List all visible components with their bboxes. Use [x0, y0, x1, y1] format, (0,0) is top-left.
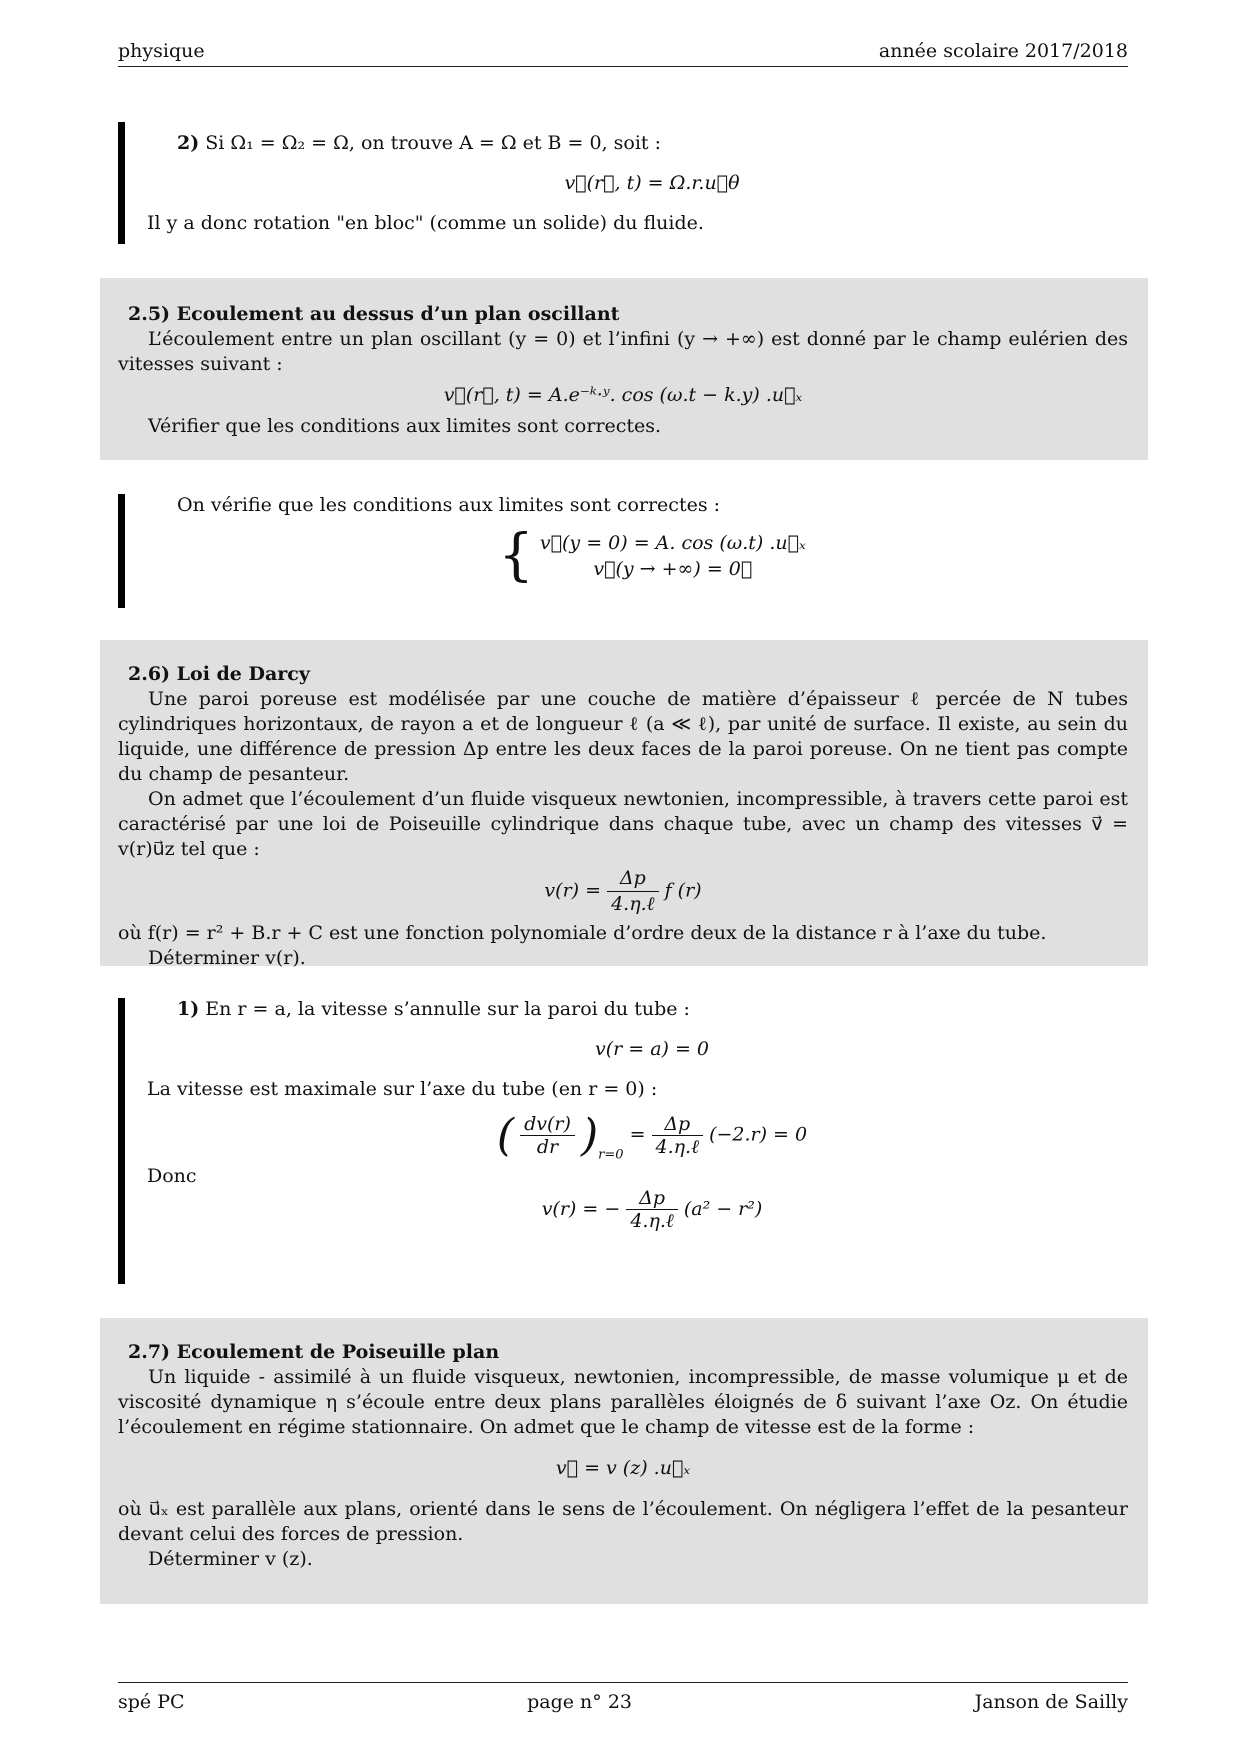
page-footer: [118, 1682, 1128, 1713]
fraction-denominator: 4.η.ℓ: [630, 1209, 674, 1232]
item-number: 2): [177, 132, 200, 154]
exercise-title: 2.7) Ecoulement de Poiseuille plan: [128, 1341, 500, 1363]
fraction-denominator: 4.η.ℓ: [655, 1135, 700, 1158]
fraction: [607, 866, 658, 917]
fraction: [652, 1113, 703, 1159]
footer-school: Janson de Sailly: [974, 1691, 1128, 1713]
equation-system: [147, 523, 1157, 588]
exercise-text: On admet que l’écoulement d’un fluide visqueux newtonien, incompressible, à travers cette paroi est caractérisé par une loi de Poiseuille cylindrique dans chaque tube, avec un champ des vitesses v⃗ = v(r)u⃗z tel que :: [118, 788, 1128, 860]
fraction-numerator: Δp: [607, 866, 658, 892]
exercise-title: 2.6) Loi de Darcy: [128, 663, 310, 685]
fraction: [520, 1113, 575, 1158]
exercise-2-6: [100, 640, 1148, 969]
equation: v(r = a) = 0: [594, 1038, 710, 1060]
fraction-numerator: Δp: [652, 1113, 703, 1136]
header-subject: physique: [118, 40, 205, 62]
fraction-numerator: dv(r): [520, 1113, 575, 1136]
exercise-question: Vérifier que les conditions aux limites sont correctes.: [148, 415, 662, 437]
equation: v⃗(r⃗, t) = A.e⁻ᵏ·ʸ. cos (ω.t − k.y) .u⃗ₓ: [443, 384, 803, 406]
exercise-text: Une paroi poreuse est modélisée par une couche de matière d’épaisseur ℓ percée de N tubes cylindriques horizontaux, de rayon a et de longueur ℓ (a ≪ ℓ), par unité de surface. Il existe, au sein du liquide, une différence de pression Δp entre les deux faces de la paroi poreuse. On ne tient pas compte du champ de pesanteur.: [118, 688, 1128, 785]
eq-rhs: (−2.r) = 0: [709, 1123, 808, 1146]
equation: v⃗(y = 0) = A. cos (ω.t) .u⃗ₓ: [539, 532, 806, 554]
answer-block-rotation: [118, 122, 1157, 244]
answer-text: Donc: [147, 1164, 197, 1187]
fraction-denominator: 4.η.ℓ: [611, 893, 655, 915]
eq-rhs: (a² − r²): [683, 1197, 763, 1220]
exercise-text: Un liquide - assimilé à un fluide visqueux, newtonien, incompressible, de masse volumique μ et de viscosité dynamique η s’écoule entre deux plans parallèles éloignés de δ suivant l’axe Oz. On étudie l’écoulement en régime stationnaire. On admet que le champ de vitesse est de la forme :: [118, 1366, 1128, 1438]
answer-text: Si Ω₁ = Ω₂ = Ω, on trouve A = Ω et B = 0, soit :: [205, 132, 661, 154]
answer-text: En r = a, la vitesse s’annulle sur la paroi du tube :: [205, 998, 690, 1020]
paren-open: (: [496, 1110, 515, 1161]
conclusion: Il y a donc rotation "en bloc" (comme un solide) du fluide.: [147, 212, 704, 234]
subscript: r=0: [598, 1147, 624, 1163]
brace-symbol: {: [498, 523, 534, 588]
answer-block-boundary: [118, 494, 1157, 608]
fraction-numerator: Δp: [626, 1187, 677, 1210]
item-number: 1): [177, 998, 200, 1020]
equation: v⃗ = v (z) .u⃗ₓ: [555, 1457, 691, 1479]
exercise-text: où u⃗ₓ est parallèle aux plans, orienté dans le sens de l’écoulement. On négligera l’effet de la pesanteur devant celui des forces de pression.: [118, 1498, 1128, 1545]
answer-line: [177, 132, 1157, 154]
paren-close: ): [580, 1110, 599, 1161]
page-number: page n° 23: [527, 1691, 632, 1713]
answer-block-darcy: [118, 998, 1157, 1284]
answer-line: [177, 998, 1157, 1020]
eq-lhs: v(r) = −: [541, 1197, 621, 1220]
answer-text: La vitesse est maximale sur l’axe du tube (en r = 0) :: [147, 1078, 658, 1100]
eq-rhs: f (r): [664, 879, 702, 902]
equation: [147, 1110, 1157, 1163]
exercise-text: où f(r) = r² + B.r + C est une fonction polynomiale d’ordre deux de la distance r à l’axe du tube.: [118, 922, 1047, 944]
exercise-title: 2.5) Ecoulement au dessus d’un plan oscillant: [128, 303, 620, 325]
equation: [118, 866, 1128, 917]
exercise-question: Déterminer v(r).: [148, 947, 306, 969]
answer-text: On vérifie que les conditions aux limites sont correctes :: [177, 494, 721, 516]
exercise-text: L’écoulement entre un plan oscillant (y = 0) et l’infini (y → +∞) est donné par le champ eulérien des vitesses suivant :: [118, 328, 1128, 375]
exercise-question: Déterminer v (z).: [148, 1548, 313, 1570]
equals-sign: =: [629, 1123, 646, 1146]
header-year: année scolaire 2017/2018: [878, 40, 1128, 62]
equation: v⃗(r⃗, t) = Ω.r.u⃗θ: [564, 172, 740, 194]
footer-class: spé PC: [118, 1691, 185, 1713]
equation: v⃗(y → +∞) = 0⃗: [593, 558, 753, 580]
page-header: [118, 40, 1128, 67]
exercise-2-7: [100, 1318, 1148, 1604]
equation: [147, 1187, 1157, 1233]
fraction: [626, 1187, 677, 1233]
eq-lhs: v(r) =: [544, 879, 602, 902]
exercise-2-5: [100, 278, 1148, 460]
fraction-denominator: dr: [536, 1136, 559, 1158]
